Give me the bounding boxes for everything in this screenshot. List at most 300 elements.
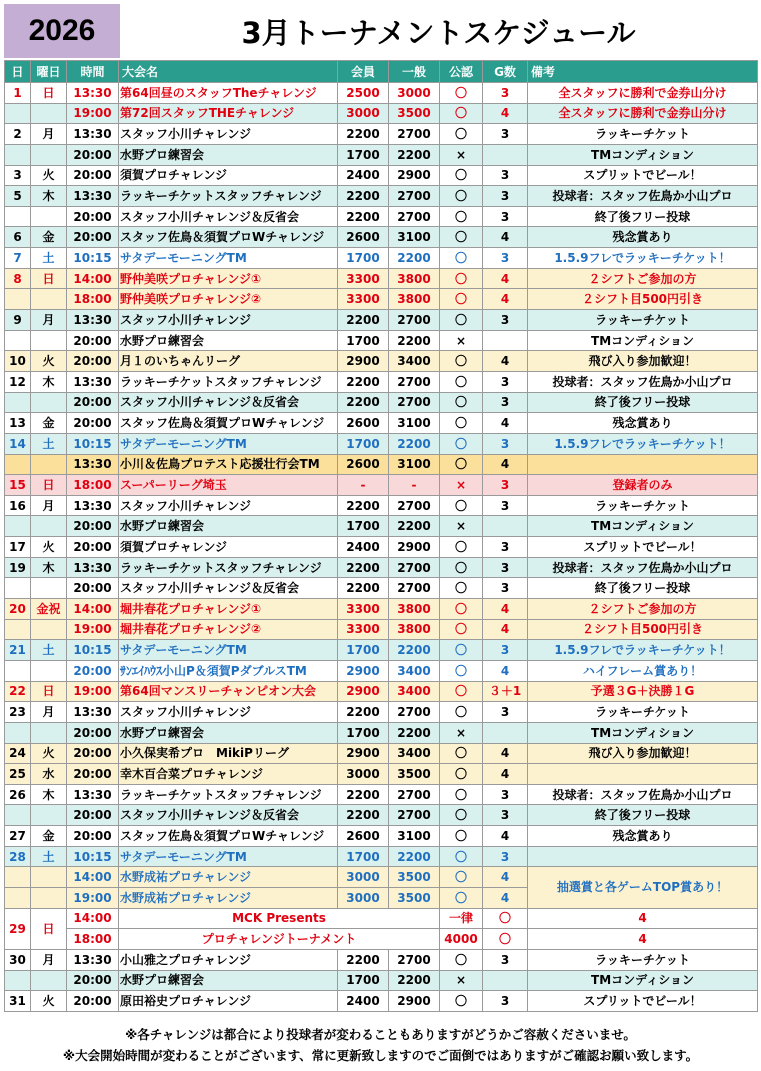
cell-general: 2700 <box>389 702 440 723</box>
col-member: 会員 <box>338 61 389 83</box>
cell-cert: 〇 <box>440 743 483 764</box>
cell-note: 投球者：スタッフ佐鳥か小山プロ <box>528 784 758 805</box>
cell-cert: 〇 <box>483 908 528 929</box>
cell-member: 2200 <box>338 206 389 227</box>
cell-games <box>483 516 528 537</box>
table-row <box>5 867 758 888</box>
cell-general: 2700 <box>389 805 440 826</box>
cell-time: 20:00 <box>67 516 119 537</box>
cell-games: 3 <box>483 371 528 392</box>
cell-cert: 〇 <box>440 619 483 640</box>
cell-cert: 〇 <box>440 764 483 785</box>
cell-time: 20:00 <box>67 392 119 413</box>
cell-name: 水野プロ練習会 <box>119 516 338 537</box>
cell-general: 2700 <box>389 371 440 392</box>
cell-day <box>5 970 31 991</box>
cell-note: TMコンディション <box>528 144 758 165</box>
cell-general: 3500 <box>389 867 440 888</box>
cell-member: 3300 <box>338 268 389 289</box>
cell-day: 23 <box>5 702 31 723</box>
cell-time: 20:00 <box>67 330 119 351</box>
cell-note: ２シフトご参加の方 <box>528 268 758 289</box>
cell-games: 3 <box>483 537 528 558</box>
cell-day <box>5 619 31 640</box>
cell-cert: 〇 <box>440 165 483 186</box>
cell-note <box>528 764 758 785</box>
cell-name: プロチャレンジトーナメント <box>119 929 440 950</box>
cell-time: 20:00 <box>67 537 119 558</box>
cell-games: 4 <box>483 227 528 248</box>
cell-time: 13:30 <box>67 702 119 723</box>
cell-cert: 〇 <box>440 784 483 805</box>
cell-cert: × <box>440 144 483 165</box>
table-row <box>5 165 758 186</box>
cell-general: 3400 <box>389 660 440 681</box>
cell-time: 10:15 <box>67 846 119 867</box>
cell-games: 3 <box>483 475 528 496</box>
cell-games: 3 <box>483 186 528 207</box>
cell-cert: 〇 <box>440 268 483 289</box>
table-row <box>5 186 758 207</box>
cell-cert: × <box>440 970 483 991</box>
cell-dow: 日 <box>31 908 67 949</box>
cell-games: 4 <box>483 599 528 620</box>
cell-note: 1.5.9フレでラッキーチケット！ <box>528 248 758 269</box>
cell-name: MCK Presents <box>119 908 440 929</box>
cell-note: ２シフトご参加の方 <box>528 599 758 620</box>
col-dow: 曜日 <box>31 61 67 83</box>
cell-member: 2600 <box>338 227 389 248</box>
cell-member: 2200 <box>338 392 389 413</box>
cell-cert: 〇 <box>440 495 483 516</box>
cell-games: 3 <box>483 846 528 867</box>
cell-time: 20:00 <box>67 764 119 785</box>
cell-general: 3500 <box>389 764 440 785</box>
cell-cert: 〇 <box>440 599 483 620</box>
cell-note: 終了後フリー投球 <box>528 206 758 227</box>
cell-dow: 火 <box>31 351 67 372</box>
cell-day <box>5 289 31 310</box>
cell-dow: 金 <box>31 413 67 434</box>
cell-name: 水野プロ練習会 <box>119 970 338 991</box>
table-row <box>5 268 758 289</box>
cell-dow: 土 <box>31 640 67 661</box>
cell-name: 幸木百合菜プロチャレンジ <box>119 764 338 785</box>
cell-cert: 〇 <box>440 248 483 269</box>
cell-general: 3800 <box>389 289 440 310</box>
cell-name: ｻﾝｴｲﾊｳｽ小山P＆須賀PダブルスTM <box>119 660 338 681</box>
cell-general: 2900 <box>389 991 440 1012</box>
cell-general: 3800 <box>389 268 440 289</box>
cell-games <box>483 722 528 743</box>
cell-note: TMコンディション <box>528 970 758 991</box>
cell-general: 2200 <box>389 640 440 661</box>
cell-dow: 金 <box>31 826 67 847</box>
cell-general: 2200 <box>389 330 440 351</box>
cell-name: サタデーモーニングTM <box>119 846 338 867</box>
cell-name: 月１のいちゃんリーグ <box>119 351 338 372</box>
cell-games: 3 <box>483 557 528 578</box>
cell-dow: 火 <box>31 165 67 186</box>
cell-note: 全スタッフに勝利で金券山分け <box>528 83 758 104</box>
table-row <box>5 846 758 867</box>
table-row <box>5 124 758 145</box>
cell-member: 3000 <box>338 764 389 785</box>
cell-member: 2400 <box>338 165 389 186</box>
cell-member: 1700 <box>338 970 389 991</box>
cell-cert: 〇 <box>440 227 483 248</box>
cell-day: 7 <box>5 248 31 269</box>
table-row <box>5 557 758 578</box>
cell-games: 4 <box>483 351 528 372</box>
cell-name: スタッフ小川チャレンジ <box>119 495 338 516</box>
cell-general: - <box>389 475 440 496</box>
cell-name: 第64回昼のスタッフTheチャレンジ <box>119 83 338 104</box>
cell-member: 2600 <box>338 413 389 434</box>
cell-day <box>5 578 31 599</box>
table-row <box>5 206 758 227</box>
cell-general: 3400 <box>389 351 440 372</box>
cell-time: 14:00 <box>67 908 119 929</box>
cell-dow <box>31 867 67 888</box>
cell-dow: 木 <box>31 371 67 392</box>
cell-time: 20:00 <box>67 970 119 991</box>
header-row <box>5 61 758 83</box>
table-row <box>5 929 758 950</box>
cell-general: 2700 <box>389 495 440 516</box>
cell-games: 3 <box>483 991 528 1012</box>
cell-games: 4 <box>483 887 528 908</box>
cell-note: ラッキーチケット <box>528 124 758 145</box>
cell-day: 22 <box>5 681 31 702</box>
cell-dow <box>31 454 67 475</box>
cell-games <box>483 330 528 351</box>
cell-note: 1.5.9フレでラッキーチケット！ <box>528 640 758 661</box>
cell-note: ラッキーチケット <box>528 949 758 970</box>
cell-day: 16 <box>5 495 31 516</box>
col-time: 時間 <box>67 61 119 83</box>
cell-cert: 〇 <box>440 392 483 413</box>
table-row <box>5 764 758 785</box>
schedule-table <box>4 60 758 1012</box>
table-row <box>5 454 758 475</box>
cell-name: ラッキーチケットスタッフチャレンジ <box>119 784 338 805</box>
table-row <box>5 619 758 640</box>
cell-dow: 月 <box>31 310 67 331</box>
cell-general: 2200 <box>389 846 440 867</box>
cell-time: 20:00 <box>67 144 119 165</box>
cell-time: 20:00 <box>67 413 119 434</box>
cell-day <box>5 887 31 908</box>
cell-general: 3000 <box>389 83 440 104</box>
cell-games: 3 <box>483 702 528 723</box>
cell-time: 20:00 <box>67 206 119 227</box>
cell-member: 2400 <box>338 991 389 1012</box>
table-row <box>5 371 758 392</box>
cell-member: 2900 <box>338 681 389 702</box>
cell-day <box>5 516 31 537</box>
cell-time: 13:30 <box>67 310 119 331</box>
cell-time: 13:30 <box>67 949 119 970</box>
cell-dow <box>31 206 67 227</box>
cell-general: 2200 <box>389 970 440 991</box>
cell-member: 3000 <box>338 887 389 908</box>
cell-member: 2900 <box>338 743 389 764</box>
cell-games: 4 <box>483 764 528 785</box>
cell-name: サタデーモーニングTM <box>119 248 338 269</box>
cell-time: 14:00 <box>67 268 119 289</box>
cell-member: 3300 <box>338 289 389 310</box>
cell-member: 1700 <box>338 433 389 454</box>
cell-day: 5 <box>5 186 31 207</box>
cell-cert: 〇 <box>440 186 483 207</box>
table-row <box>5 722 758 743</box>
cell-general: 2700 <box>389 124 440 145</box>
cell-games: 3 <box>483 640 528 661</box>
cell-general: 3800 <box>389 619 440 640</box>
cell-member: 2200 <box>338 124 389 145</box>
cell-note: 登録者のみ <box>528 475 758 496</box>
cell-name: 水野プロ練習会 <box>119 330 338 351</box>
cell-games: 4 <box>483 867 528 888</box>
cell-day: 21 <box>5 640 31 661</box>
cell-cert: 〇 <box>440 660 483 681</box>
cell-cert: 〇 <box>440 887 483 908</box>
cell-time: 20:00 <box>67 826 119 847</box>
cell-cert: 〇 <box>440 206 483 227</box>
col-cert: 公認 <box>440 61 483 83</box>
cell-time: 13:30 <box>67 557 119 578</box>
cell-dow: 金祝 <box>31 599 67 620</box>
cell-day <box>5 867 31 888</box>
cell-games: 3 <box>483 165 528 186</box>
cell-games: 4 <box>483 103 528 124</box>
cell-note: 飛び入り参加歓迎！ <box>528 351 758 372</box>
cell-games: 3 <box>483 578 528 599</box>
cell-general: 2700 <box>389 557 440 578</box>
cell-time: 20:00 <box>67 743 119 764</box>
cell-name: 水野成祐プロチャレンジ <box>119 867 338 888</box>
cell-cert: 〇 <box>440 454 483 475</box>
cell-dow <box>31 330 67 351</box>
table-row <box>5 289 758 310</box>
cell-dow: 土 <box>31 846 67 867</box>
cell-member: 2200 <box>338 578 389 599</box>
cell-games <box>483 144 528 165</box>
cell-note: 残念賞あり <box>528 826 758 847</box>
cell-games: 3 <box>483 784 528 805</box>
cell-dow: 土 <box>31 248 67 269</box>
cell-cert: 〇 <box>440 702 483 723</box>
cell-note: スプリットでビール！ <box>528 991 758 1012</box>
cell-general: 2200 <box>389 248 440 269</box>
cell-dow <box>31 144 67 165</box>
cell-day: 25 <box>5 764 31 785</box>
cell-name: スタッフ小川チャレンジ＆反省会 <box>119 578 338 599</box>
table-row <box>5 702 758 723</box>
cell-day <box>5 454 31 475</box>
cell-cert: 〇 <box>440 351 483 372</box>
cell-note: TMコンディション <box>528 722 758 743</box>
cell-day: 17 <box>5 537 31 558</box>
cell-member: 3000 <box>338 867 389 888</box>
cell-name: 野仲美咲プロチャレンジ① <box>119 268 338 289</box>
cell-cert: 〇 <box>440 103 483 124</box>
cell-member: 2200 <box>338 949 389 970</box>
cell-cert: × <box>440 516 483 537</box>
cell-name: 第64回マンスリーチャンピオン大会 <box>119 681 338 702</box>
cell-name: 原田裕史プロチャレンジ <box>119 991 338 1012</box>
cell-day <box>5 392 31 413</box>
page-title: 3月トーナメントスケジュール <box>241 15 636 50</box>
table-row <box>5 660 758 681</box>
cell-name: スタッフ佐鳥＆須賀プロWチャレンジ <box>119 227 338 248</box>
cell-day: 26 <box>5 784 31 805</box>
cell-cert: 〇 <box>440 805 483 826</box>
cell-games: 4 <box>483 743 528 764</box>
table-row <box>5 330 758 351</box>
cell-dow: 月 <box>31 495 67 516</box>
table-row <box>5 475 758 496</box>
cell-member: 1700 <box>338 722 389 743</box>
cell-note: 残念賞あり <box>528 413 758 434</box>
table-row <box>5 83 758 104</box>
col-general: 一般 <box>389 61 440 83</box>
cell-name: スタッフ佐鳥＆須賀プロWチャレンジ <box>119 826 338 847</box>
table-row <box>5 392 758 413</box>
cell-time: 20:00 <box>67 351 119 372</box>
cell-general: 2700 <box>389 949 440 970</box>
cell-day: 8 <box>5 268 31 289</box>
cell-member: 2900 <box>338 351 389 372</box>
cell-member: 1700 <box>338 248 389 269</box>
cell-general: 一律 <box>440 908 483 929</box>
table-row <box>5 516 758 537</box>
col-note: 備考 <box>528 61 758 83</box>
cell-member: 2600 <box>338 826 389 847</box>
table-row <box>5 144 758 165</box>
cell-dow <box>31 392 67 413</box>
cell-general: 3500 <box>389 887 440 908</box>
table-row <box>5 351 758 372</box>
cell-note: スプリットでビール！ <box>528 537 758 558</box>
cell-dow <box>31 660 67 681</box>
cell-games: 4 <box>483 660 528 681</box>
cell-time: 20:00 <box>67 227 119 248</box>
cell-note: 終了後フリー投球 <box>528 578 758 599</box>
cell-name: ラッキーチケットスタッフチャレンジ <box>119 371 338 392</box>
table-row <box>5 784 758 805</box>
cell-cert: 〇 <box>440 413 483 434</box>
cell-cert: × <box>440 330 483 351</box>
cell-cert: × <box>440 722 483 743</box>
cell-time: 13:30 <box>67 495 119 516</box>
cell-dow <box>31 516 67 537</box>
cell-games: 3 <box>483 248 528 269</box>
cell-note: 全スタッフに勝利で金券山分け <box>528 103 758 124</box>
cell-cert: 〇 <box>483 929 528 950</box>
table-row <box>5 991 758 1012</box>
cell-note: 飛び入り参加歓迎！ <box>528 743 758 764</box>
cell-dow: 日 <box>31 83 67 104</box>
cell-dow: 日 <box>31 681 67 702</box>
cell-note: ラッキーチケット <box>528 702 758 723</box>
cell-day: 27 <box>5 826 31 847</box>
cell-note: TMコンディション <box>528 330 758 351</box>
cell-member: 3000 <box>338 103 389 124</box>
cell-general: 2900 <box>389 165 440 186</box>
table-row <box>5 227 758 248</box>
cell-cert: 〇 <box>440 537 483 558</box>
cell-general: 2700 <box>389 578 440 599</box>
cell-time: 13:30 <box>67 83 119 104</box>
cell-member: 2200 <box>338 784 389 805</box>
cell-games: 3 <box>483 805 528 826</box>
cell-games: 3 <box>483 124 528 145</box>
cell-general: 3100 <box>389 454 440 475</box>
cell-general: 2700 <box>389 206 440 227</box>
cell-games <box>483 970 528 991</box>
col-day: 日 <box>5 61 31 83</box>
cell-dow: 土 <box>31 433 67 454</box>
cell-general: 2700 <box>389 392 440 413</box>
cell-dow: 木 <box>31 186 67 207</box>
table-row <box>5 413 758 434</box>
cell-dow: 日 <box>31 475 67 496</box>
table-row <box>5 970 758 991</box>
cell-general: 2200 <box>389 433 440 454</box>
table-row <box>5 495 758 516</box>
cell-dow: 水 <box>31 764 67 785</box>
cell-day: 29 <box>5 908 31 949</box>
cell-note: 残念賞あり <box>528 227 758 248</box>
cell-name: 小久保実希プロ MikiPリーグ <box>119 743 338 764</box>
cell-games: ３＋1 <box>483 681 528 702</box>
cell-note: 抽選賞と各ゲームTOP賞あり！ <box>528 867 758 908</box>
cell-games: 3 <box>483 495 528 516</box>
cell-note: 1.5.9フレでラッキーチケット！ <box>528 433 758 454</box>
cell-general: 3400 <box>389 681 440 702</box>
cell-day: 20 <box>5 599 31 620</box>
cell-time: 20:00 <box>67 805 119 826</box>
cell-day: 10 <box>5 351 31 372</box>
cell-games: 3 <box>483 433 528 454</box>
cell-name: スタッフ小川チャレンジ <box>119 702 338 723</box>
cell-note: ２シフト目500円引き <box>528 619 758 640</box>
cell-note: TMコンディション <box>528 516 758 537</box>
cell-member: - <box>338 475 389 496</box>
cell-cert: 〇 <box>440 83 483 104</box>
cell-name: 水野成祐プロチャレンジ <box>119 887 338 908</box>
cell-dow: 木 <box>31 557 67 578</box>
cell-cert: 〇 <box>440 557 483 578</box>
table-row <box>5 805 758 826</box>
cell-name: 小川＆佐鳥プロテスト応援壮行会TM <box>119 454 338 475</box>
cell-cert: 〇 <box>440 640 483 661</box>
cell-dow <box>31 805 67 826</box>
cell-time: 20:00 <box>67 578 119 599</box>
cell-general: 4000 <box>440 929 483 950</box>
cell-note: 予選３G＋決勝１G <box>528 681 758 702</box>
cell-member: 2200 <box>338 557 389 578</box>
cell-name: 堀井春花プロチャレンジ① <box>119 599 338 620</box>
cell-games: 4 <box>528 929 758 950</box>
cell-general: 3500 <box>389 103 440 124</box>
cell-day: 30 <box>5 949 31 970</box>
cell-member: 3300 <box>338 619 389 640</box>
cell-day <box>5 805 31 826</box>
cell-name: ラッキーチケットスタッフチャレンジ <box>119 557 338 578</box>
